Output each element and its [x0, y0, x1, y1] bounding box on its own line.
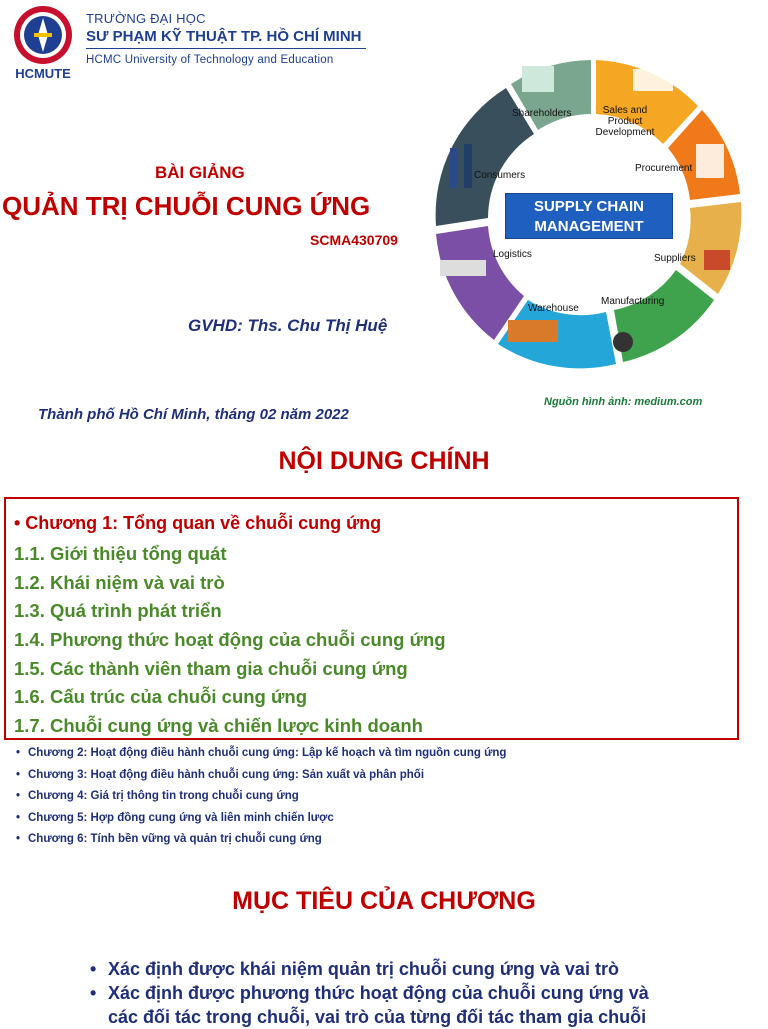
- objectives-list: [90, 957, 730, 1029]
- label-procurement: Procurement: [635, 163, 693, 174]
- section-item: 1.6. Cấu trúc của chuỗi cung ứng: [14, 686, 307, 708]
- header-divider: [86, 48, 366, 49]
- university-type: TRƯỜNG ĐẠI HỌC: [86, 11, 206, 26]
- chapter1-sections: [14, 540, 446, 741]
- section-item: 1.5. Các thành viên tham gia chuỗi cung ứng: [14, 657, 408, 679]
- objective-item: • Xác định được khái niệm quản trị chuỗi cung ứng và vai trò: [90, 959, 619, 979]
- label-shareholders: Shareholders: [512, 108, 572, 119]
- ring-segment-suppliers: [680, 202, 741, 294]
- section-item: 1.2. Khái niệm và vai trò: [14, 571, 225, 593]
- university-name: SƯ PHẠM KỸ THUẬT TP. HỒ CHÍ MINH: [86, 28, 362, 45]
- label-sales-product-development: Sales and Product Development: [595, 105, 655, 138]
- label-warehouse: Warehouse: [528, 303, 579, 314]
- objective-item: • Xác định được phương thức hoạt động của chuỗi cung ứng và: [90, 983, 649, 1003]
- other-chapters-list: [16, 743, 506, 851]
- label-logistics: Logistics: [493, 249, 532, 260]
- contents-title: NỘI DUNG CHÍNH: [278, 447, 490, 475]
- supply-chain-management-box: SUPPLY CHAIN MANAGEMENT: [505, 193, 673, 239]
- logo-text: HCMUTE: [15, 66, 71, 81]
- label-consumers: Consumers: [474, 170, 526, 181]
- course-title: QUẢN TRỊ CHUỖI CUNG ỨNG: [2, 191, 371, 221]
- university-logo: [12, 4, 74, 82]
- place-date: Thành phố Hồ Chí Minh, tháng 02 năm 2022: [38, 406, 349, 423]
- section-item: 1.7. Chuỗi cung ứng và chiến lược kinh doanh: [14, 715, 423, 737]
- section-item: 1.4. Phương thức hoạt động của chuỗi cung ứng: [14, 629, 446, 651]
- chapter-item: • Chương 2: Hoạt động điều hành chuỗi cung ứng: Lập kế hoạch và tìm nguồn cung ứng: [16, 747, 507, 759]
- section-item: 1.1. Giới thiệu tổng quát: [14, 543, 227, 564]
- chapter-item: • Chương 3: Hoạt động điều hành chuỗi cung ứng: Sản xuất và phân phối: [16, 768, 425, 781]
- label-manufacturing: Manufacturing: [601, 296, 665, 307]
- university-english-name: HCMC University of Technology and Education: [86, 54, 334, 66]
- objective-item-continuation: các đối tác trong chuỗi, vai trò của từng đối tác tham gia chuỗi: [108, 1007, 647, 1027]
- lecturer: GVHD: Ths. Chu Thị Huệ: [188, 316, 388, 335]
- course-code: SCMA430709: [310, 232, 398, 248]
- objectives-title: MỤC TIÊU CỦA CHƯƠNG: [232, 887, 536, 915]
- chapter-item: • Chương 5: Hợp đồng cung ứng và liên minh chiến lược: [16, 811, 334, 824]
- section-item: 1.3. Quá trình phát triển: [14, 600, 222, 622]
- chapter-item: • Chương 6: Tính bền vững và quản trị chuỗi cung ứng: [16, 833, 322, 846]
- chapter1-heading: • Chương 1: Tổng quan về chuỗi cung ứng: [14, 513, 382, 533]
- lecture-label: BÀI GIẢNG: [155, 163, 245, 182]
- chapter-item: • Chương 4: Giá trị thông tin trong chuỗi cung ứng: [16, 790, 299, 803]
- label-suppliers: Suppliers: [654, 253, 696, 264]
- image-source: Nguồn hình ảnh: medium.com: [544, 396, 703, 408]
